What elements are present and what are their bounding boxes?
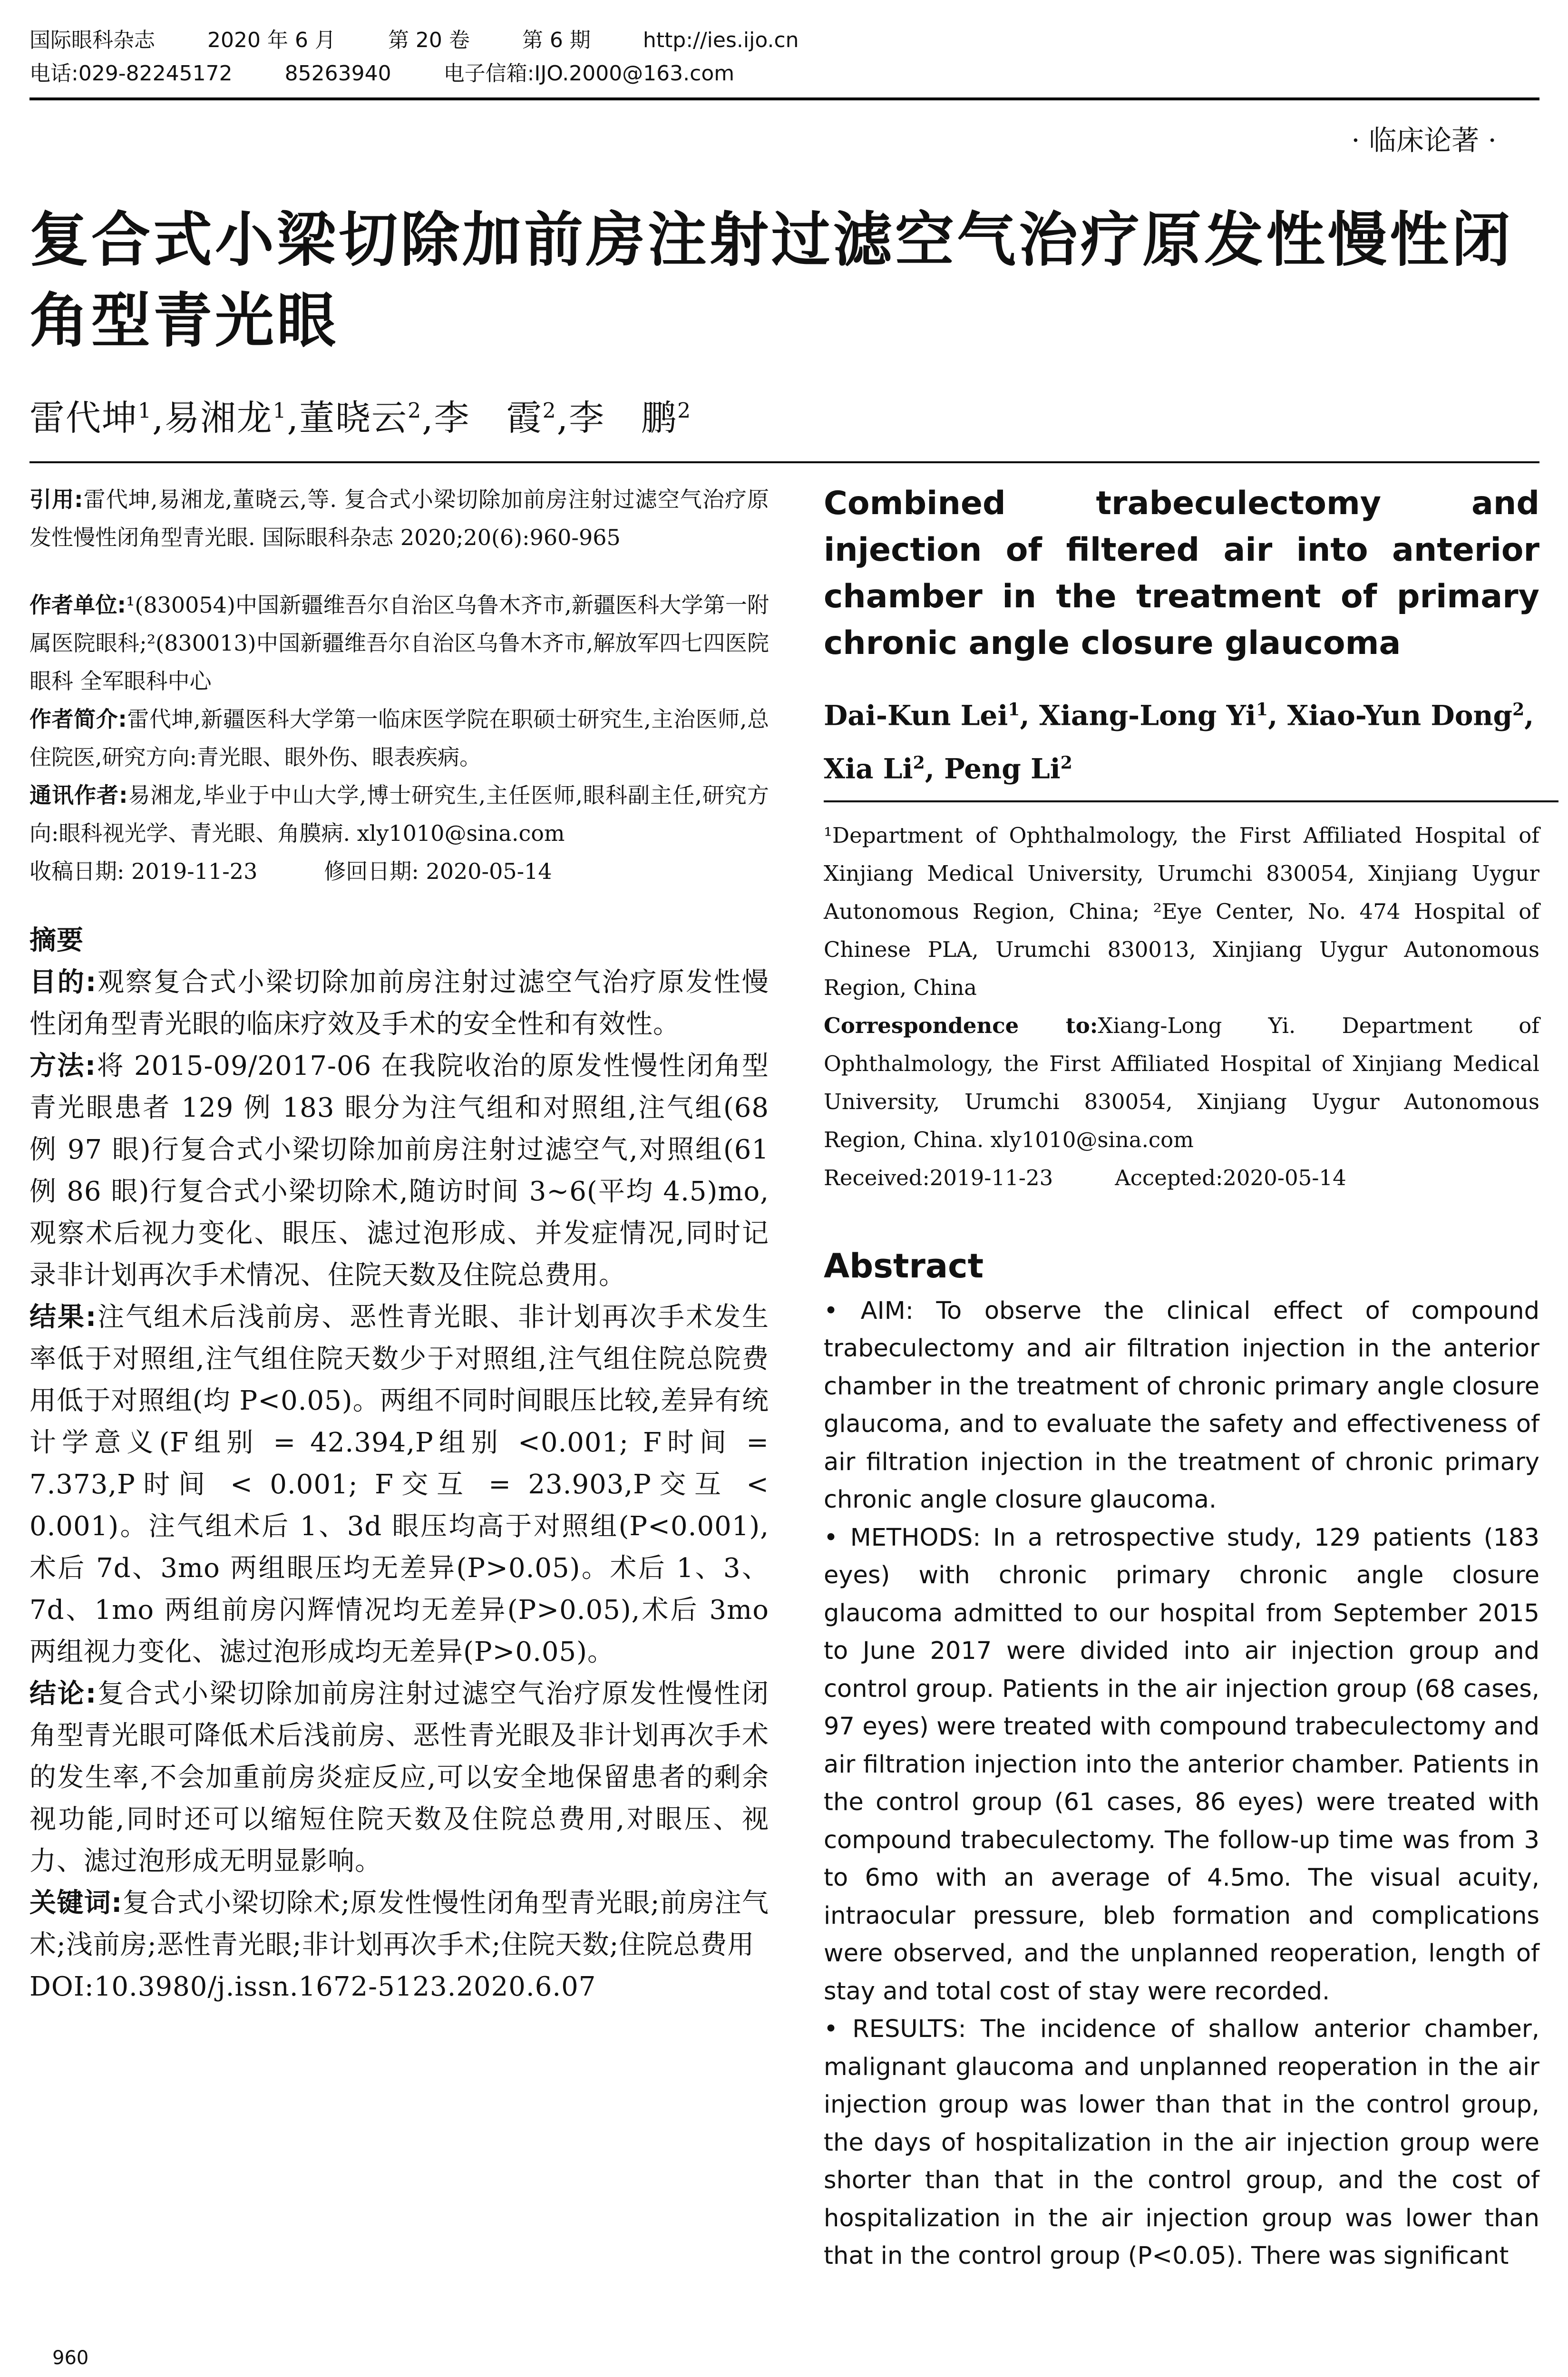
conclusion xyxy=(29,1673,769,1882)
author-bio xyxy=(29,700,769,776)
abstract-heading-text: 摘要 xyxy=(29,925,84,956)
en-author-affil: 2 xyxy=(1060,753,1072,773)
conclusion-label: 结论: xyxy=(29,1678,97,1709)
bio-label: 作者简介: xyxy=(29,706,127,732)
paper-title: 复合式小梁切除加前房注射过滤空气治疗原发性慢性闭角型青光眼 xyxy=(29,206,1514,355)
author-name: 雷代坤 xyxy=(29,398,138,438)
affiliation-divider xyxy=(824,800,1558,802)
objective-label: 目的: xyxy=(29,967,97,998)
phone-2: 85263940 xyxy=(284,61,391,86)
conclusion-text: 复合式小梁切除加前房注射过滤空气治疗原发性慢性闭角型青光眼可降低术后浅前房、恶性青光眼及非计划再次手术的发生率,不会加重前房炎症反应,可以安全地保留患者的剩余视功能,同时还可以缩短住院天数及住院总费用,对眼压、视力、滤过泡形成无明显影响。 xyxy=(29,1678,769,1877)
en-author-affil: 1 xyxy=(1008,700,1020,720)
en-corr-label: Correspondence to: xyxy=(824,1013,1098,1038)
author-affil: 1 xyxy=(273,399,287,423)
author-list: 雷代坤$^1$,易湘龙$^1$,董晓云$^2$,李 霞$^2$,李 鹏$^2$ xyxy=(29,398,692,438)
en-author-name: Xiao-Yun Dong xyxy=(1287,699,1513,732)
keywords-text: 复合式小梁切除术;原发性慢性闭角型青光眼;前房注气术;浅前房;恶性青光眼;非计划再次手术;住院天数;住院总费用 xyxy=(29,1888,769,1960)
corresponding-author xyxy=(29,776,769,852)
english-abstract-heading: Abstract xyxy=(824,1246,984,1286)
bio-text: 雷代坤,新疆医科大学第一临床医学院在职硕士研究生,主治医师,总住院医,研究方向:青光眼、眼外伤、眼表疾病。 xyxy=(29,706,769,770)
english-title: Combined trabeculectomy and injection of filtered air into anterior chamber in the treatment of primary chronic angle closure glaucoma xyxy=(824,485,1539,662)
results xyxy=(29,1296,769,1673)
received-date: 收稿日期: 2019-11-23 xyxy=(29,858,258,884)
en-author-name: Dai-Kun Lei xyxy=(824,699,1008,732)
journal-url[interactable]: http://ies.ijo.cn xyxy=(643,28,799,52)
en-accepted: Accepted:2020-05-14 xyxy=(1115,1165,1346,1190)
methods-label: 方法: xyxy=(29,1051,97,1081)
en-corr-text: Xiang-Long Yi. Department of Ophthalmology, the First Affiliated Hospital of Xinjiang Medical University, Urumchi 830054, Xinjiang Uygur Autonomous Region, China. xly1010@sina.com xyxy=(824,1013,1539,1152)
english-methods: • METHODS: In a retrospective study, 129 patients (183 eyes) with chronic primary chronic angle closure glaucoma admitted to our hospital from September 2015 to June 2017 were divided into air injection group and control group. Patients in the air injection group (68 cases, 97 eyes) were treated with compound trabeculectomy and air filtration injection into the anterior chamber. Patients in the control group (61 cases, 86 eyes) were treated with compound trabeculectomy. The follow-up time was from 3 to 6mo with an average of 4.5mo. The visual acuity, intraocular pressure, bleb formation and complications were observed, and the unplanned reoperation, length of stay and total cost of stay were recorded. xyxy=(824,1523,1539,2006)
citation-label: 引用: xyxy=(29,487,83,512)
en-author-name: Peng Li xyxy=(944,752,1061,785)
author-name: 易湘龙 xyxy=(164,398,273,438)
issue-number: 第 6 期 xyxy=(522,28,591,52)
affiliation-label: 作者单位: xyxy=(29,592,126,618)
english-results: • RESULTS: The incidence of shallow anterior chamber, malignant glaucoma and unplanned reoperation in the air injection group was lower than that in the control group, the days of hospitalization in the air injection group were shorter than that in the control group, and the cost of hospitalization in the air injection group was lower than that in the control group (P<0.05). There was significant xyxy=(824,2015,1539,2270)
en-author-name: Xia Li xyxy=(824,752,913,785)
citation xyxy=(29,480,769,556)
methods-text: 将 2015-09/2017-06 在我院收治的原发性慢性闭角型青光眼患者 129 例 183 眼分为注气组和对照组,注气组(68 例 97 眼)行复合式小梁切除加前房注射过滤空气,对照组(61 例 86 眼)行复合式小梁切除术,随访时间 3~6(平均 4.5)mo,观察术后视力变化、眼压、滤过泡形成、并发症情况,同时记录非计划再次手术情况、住院天数及住院总费用。 xyxy=(29,1051,769,1291)
title-divider xyxy=(29,461,1539,463)
results-label: 结果: xyxy=(29,1302,97,1333)
methods xyxy=(29,1045,769,1296)
issue-date: 2020 年 6 月 xyxy=(207,28,336,52)
section-tag: · 临床论著 · xyxy=(1351,124,1497,156)
header-row-2 xyxy=(29,57,1539,90)
keywords-label: 关键词: xyxy=(29,1888,123,1919)
revised-date: 修回日期: 2020-05-14 xyxy=(324,858,552,884)
en-author-affil: 2 xyxy=(1512,700,1525,720)
author-affil: 2 xyxy=(677,399,692,423)
objective xyxy=(29,962,769,1045)
corr-label: 通讯作者: xyxy=(29,782,128,808)
english-author-list: Dai-Kun Lei$^1$, Xiang-Long Yi$^1$, Xiao-Yun Dong$^2$, Xia Li$^2$, Peng Li$^2$ xyxy=(824,699,1534,785)
abstract-heading xyxy=(29,920,769,962)
english-dates xyxy=(824,1159,1539,1197)
english-affiliation: ¹Department of Ophthalmology, the First Affiliated Hospital of Xinjiang Medical University, Urumchi 830054, Xinjiang Uygur Autonomous Region, China; ²Eye Center, No. 474 Hospital of Chinese PLA, Urumchi 830013, Xinjiang Uygur Autonomous Region, China xyxy=(824,822,1539,1000)
author-affil: 2 xyxy=(408,399,422,423)
affiliation xyxy=(29,586,769,700)
phone-1: 电话:029-82245172 xyxy=(29,61,233,86)
header-row-1 xyxy=(29,24,1539,57)
results-text: 注气组术后浅前房、恶性青光眼、非计划再次手术发生率低于对照组,注气组住院天数少于对照组,注气组住院总院费用低于对照组(均 P<0.05)。两组不同时间眼压比较,差异有统计学意义(F组别 = 42.394,P组别 <0.001; F时间 = 7.373,P时间 < 0.001; F交互 = 23.903,P交互 < 0.001)。注气组术后 1、3d 眼压均高于对照组(P<0.001),术后 7d、3mo 两组眼压均无差异(P>0.05)。术后 1、3、7d、1mo 两组前房闪辉情况均无差异(P>0.05),术后 3mo 两组视力变化、滤过泡形成均无差异(P>0.05)。 xyxy=(29,1302,769,1667)
doi[interactable]: DOI:10.3980/j.issn.1672-5123.2020.6.07 xyxy=(29,1971,596,2002)
en-author-affil: 2 xyxy=(913,753,925,773)
header-divider xyxy=(29,97,1539,100)
author-affil: 1 xyxy=(138,399,152,423)
author-name: 李 鹏 xyxy=(569,398,678,438)
page-number: 960 xyxy=(52,2347,89,2369)
en-author-affil: 1 xyxy=(1256,700,1268,720)
en-author-name: Xiang-Long Yi xyxy=(1039,699,1256,732)
right-column xyxy=(824,480,1539,2275)
author-name: 李 霞 xyxy=(434,398,543,438)
dates xyxy=(29,852,769,890)
en-received: Received:2019-11-23 xyxy=(824,1165,1053,1190)
affiliation-text: ¹(830054)中国新疆维吾尔自治区乌鲁木齐市,新疆医科大学第一附属医院眼科;²(830013)中国新疆维吾尔自治区乌鲁木齐市,解放军四七四医院眼科 全军眼科中心 xyxy=(29,592,769,694)
english-correspondence xyxy=(824,1007,1539,1159)
author-name: 董晓云 xyxy=(299,398,408,438)
english-aim: • AIM: To observe the clinical effect of compound trabeculectomy and air filtration injection in the anterior chamber in the treatment of chronic primary angle closure glaucoma, and to evaluate the safety and effectiveness of air filtration injection in the treatment of chronic primary chronic angle closure glaucoma. xyxy=(824,1296,1539,1514)
volume: 第 20 卷 xyxy=(388,28,470,52)
objective-text: 观察复合式小梁切除加前房注射过滤空气治疗原发性慢性闭角型青光眼的临床疗效及手术的安全性和有效性。 xyxy=(29,967,769,1040)
corr-text: 易湘龙,毕业于中山大学,博士研究生,主任医师,眼科副主任,研究方向:眼科视光学、青光眼、角膜病. xly1010@sina.com xyxy=(29,782,769,846)
journal-header xyxy=(29,24,1539,90)
journal-email[interactable]: 电子信箱:IJO.2000@163.com xyxy=(443,61,735,86)
keywords xyxy=(29,1882,769,1966)
author-affil: 2 xyxy=(542,399,557,423)
journal-name: 国际眼科杂志 xyxy=(29,28,155,52)
citation-text: 雷代坤,易湘龙,董晓云,等. 复合式小梁切除加前房注射过滤空气治疗原发性慢性闭角型青光眼. 国际眼科杂志 2020;20(6):960-965 xyxy=(29,487,769,550)
left-column xyxy=(29,480,769,2008)
